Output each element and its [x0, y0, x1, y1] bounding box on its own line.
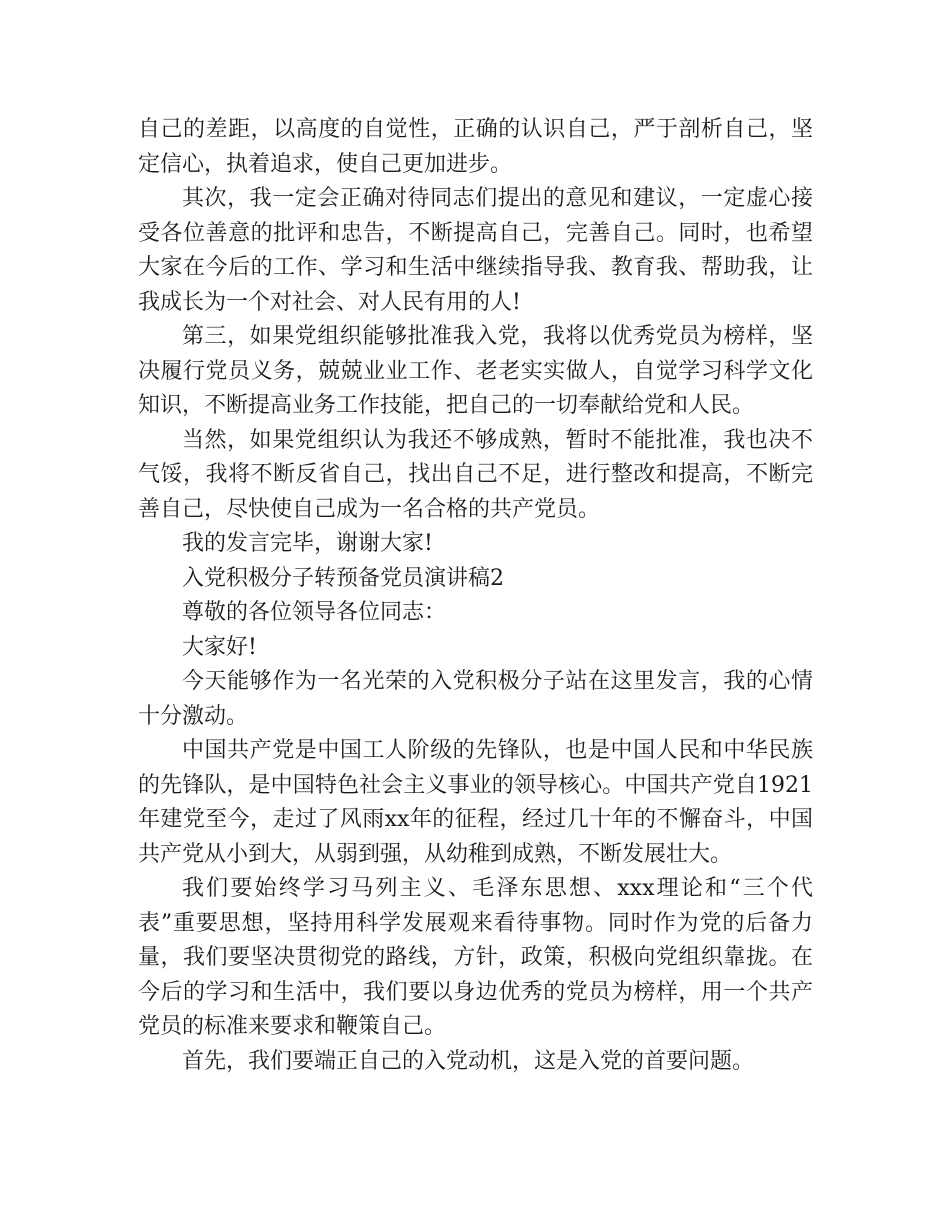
- paragraph-of-course: 当然，如果党组织认为我还不够成熟，暂时不能批准，我也决不气馁，我将不断反省自己，找出自己不足，进行整改和提高，不断完善自己，尽快使自己成为一名合格的共产党员。: [138, 427, 813, 522]
- paragraph-party-history: 中国共产党是中国工人阶级的先锋队，也是中国人民和中华民族的先锋队，是中国特色社会主义事业的领导核心。中国共产党自1921年建党至今，走过了风雨xx年的征程，经过几十年的不懈奋斗，中国共产党从小到大，从弱到强，从幼稚到成熟，不断发展壮大。: [138, 738, 813, 867]
- paragraph-continuation: 自己的差距，以高度的自觉性，正确的认识自己，严于剖析自己，坚定信心，执着追求，使自己更加进步。: [138, 117, 813, 177]
- paragraph-secondly: 其次，我一定会正确对待同志们提出的意见和建议，一定虚心接受各位善意的批评和忠告，不断提高自己，完善自己。同时，也希望大家在今后的工作、学习和生活中继续指导我、教育我、帮助我，让我成长为一个对社会、对人民有用的人!: [138, 186, 813, 315]
- document-page: [138, 113, 813, 1079]
- paragraph-closing: 我的发言完毕，谢谢大家!: [182, 531, 433, 556]
- salutation: 尊敬的各位领导各位同志：: [182, 600, 447, 625]
- paragraph-study: 我们要始终学习马列主义、毛泽东思想、xxx理论和“三个代表”重要思想，坚持用科学发展观来看待事物。同时作为党的后备力量，我们要坚决贯彻党的路线，方针，政策，积极向党组织靠拢。在今后的学习和生活中，我们要以身边优秀的党员为榜样，用一个共产党员的标准来要求和鞭策自己。: [138, 876, 813, 1039]
- greeting: 大家好!: [182, 634, 257, 660]
- paragraph-first-point: 首先，我们要端正自己的入党动机，这是入党的首要问题。: [182, 1048, 755, 1074]
- paragraph-intro: 今天能够作为一名光荣的入党积极分子站在这里发言，我的心情十分激动。: [138, 669, 813, 729]
- speech-title: 入党积极分子转预备党员演讲稿2: [182, 565, 504, 591]
- paragraph-thirdly: 第三，如果党组织能够批准我入党，我将以优秀党员为榜样，坚决履行党员义务，兢兢业业工作、老老实实做人，自觉学习科学文化知识，不断提高业务工作技能，把自己的一切奉献给党和人民。: [138, 324, 813, 418]
